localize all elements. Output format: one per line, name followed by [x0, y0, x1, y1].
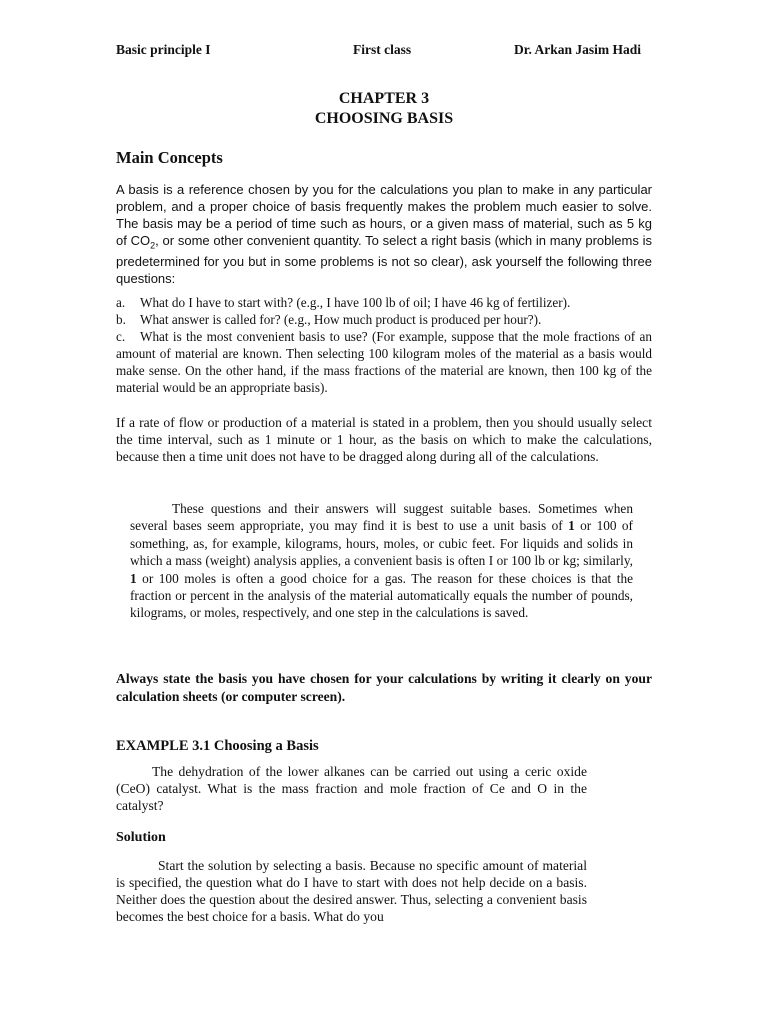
question-marker: a. — [116, 295, 126, 310]
intro-paragraph — [116, 182, 652, 288]
question-item — [116, 294, 652, 311]
main-concepts-heading: Main Concepts — [116, 148, 223, 167]
header-class: First class — [353, 42, 412, 57]
quote-part1: These questions and their answers will suggest suitable bases. Sometimes when several bases seem appropriate, you may find it is best to use a unit basis of — [130, 501, 633, 534]
question-text: What is the most convenient basis to use? (For example, suppose that the mole fractions of an amount of material are known. Then selecting 100 kilogram moles of the material as a basis would make sense. On the other hand, if the mass fractions of the material are known, then 100 kg of the material would be an appropriate basis). — [116, 329, 652, 395]
question-marker: c. — [116, 329, 126, 344]
header-author: Dr. Arkan Jasim Hadi — [514, 42, 642, 57]
questions-list — [116, 294, 652, 396]
question-item — [116, 311, 652, 328]
header-course: Basic principle I — [116, 42, 211, 57]
flow-paragraph: If a rate of flow or production of a material is stated in a problem, then you should usually select the time interval, such as 1 minute or 1 hour, as the basis on which to make the calculations, because then a time unit does not have to be dragged along during all of the calculations. — [116, 415, 652, 464]
intro-text-part1: A basis is a reference chosen by you for the calculations you plan to make in any particular problem, and a proper choice of basis frequently makes the problem much easier to solve. The basis may be a period of time such as hours, or a given mass of material, such as 5 kg of CO — [116, 182, 652, 248]
quote-part3: or 100 moles is often a good choice for a gas. The reason for these choices is that the fraction or percent in the analysis of the material automatically equals the number of pounds, kilograms, or moles, respectively, and one step in the calculations is saved. — [130, 570, 633, 621]
co2-subscript: 2 — [150, 240, 156, 251]
example-heading: EXAMPLE 3.1 Choosing a Basis — [116, 738, 319, 754]
intro-text-part2: , or some other convenient quantity. To select a right basis (which in many problems is predetermined for you but in some problems is not so clear), ask yourself the following three questions: — [116, 232, 652, 287]
unit-one-a: 1 — [568, 518, 575, 534]
solution-text: Start the solution by selecting a basis. Because no specific amount of material is specified, the question what do I have to start with does not help decide on a basis. Neither does the question about the desired answer. Thus, selecting a convenient basis becomes the best choice for a basis. What do you — [116, 858, 587, 924]
chapter-number: CHAPTER 3 — [338, 90, 430, 107]
emphasis-statement: Always state the basis you have chosen for your calculations by writing it clearly on your calculation sheets (or computer screen). — [116, 671, 652, 704]
bases-quote — [130, 500, 633, 622]
question-marker: b. — [116, 312, 126, 327]
solution-heading: Solution — [116, 830, 166, 845]
unit-one-b: 1 — [130, 570, 137, 586]
quote-part2: or 100 of something, as, for example, kilograms, hours, moles, or cubic feet. For liquids and solids in which a mass (weight) analysis applies, a convenient basis is often I or 100 lb or kg; similarly, — [130, 518, 633, 569]
example-problem: The dehydration of the lower alkanes can be carried out using a ceric oxide (CeO) catalyst. What is the mass fraction and mole fraction of Ce and O in the catalyst? — [116, 764, 587, 813]
chapter-title: CHOOSING BASIS — [314, 110, 454, 127]
question-item — [116, 328, 652, 396]
question-text: What do I have to start with? (e.g., I have 100 lb of oil; I have 46 kg of fertilizer). — [140, 295, 571, 310]
question-text: What answer is called for? (e.g., How much product is produced per hour?). — [140, 312, 542, 327]
